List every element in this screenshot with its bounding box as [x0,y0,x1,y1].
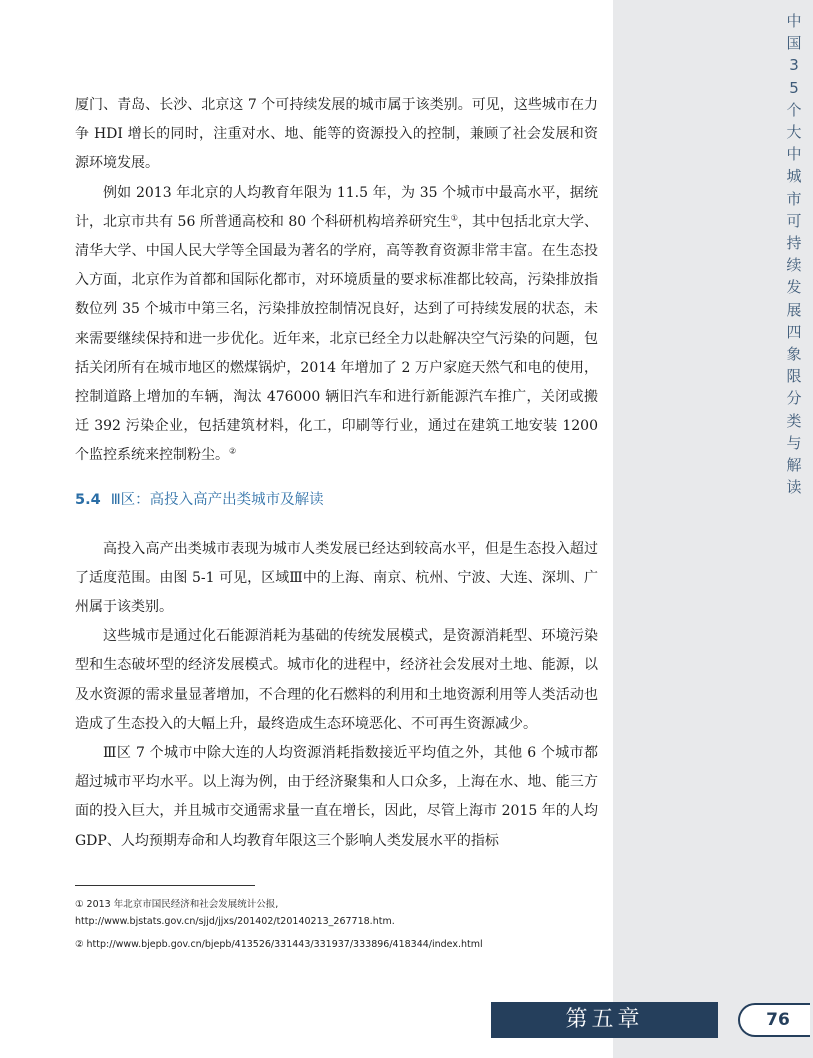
title-char: 5 [789,78,799,97]
title-char: 市 [786,189,802,208]
title-char: 国 [786,34,802,53]
section-number: 5.4 [75,491,101,508]
title-char: 限 [786,367,802,386]
footnote-divider [75,885,255,886]
main-text [75,91,598,856]
title-char: 大 [786,123,802,142]
chapter-label: 第五章 [491,1002,718,1038]
title-char: 四 [786,322,802,341]
paragraph: 例如 2013 年北京的人均教育年限为 11.5 年，为 35 个城市中最高水平，据统计，北京市共有 56 所普通高校和 80 个科研机构培养研究生①，其中包括北京大学、清华大学、中国人民大学等全国最为著名的学府，高等教育资源非常丰富。在生态投入方面，北京作为首都和国际化都市，对环境质量的要求标准都比较高，污染排放指数位列 35 个城市中第三名，污染排放控制情况良好，达到了可持续发展的状态，未来需要继续保持和进一步优化。近年来，北京已经全力以赴解决空气污染的问题，包括关闭所有在城市地区的燃煤锅炉，2014 年增加了 2 万户家庭天然气和电的使用，控制道路上增加的车辆，淘汰 476000 辆旧汽车和进行新能源汽车推广，关闭或搬迁 392 污染企业，包括建筑材料，化工，印刷等行业，通过在建筑工地安装 1200 个监控系统来控制粉尘。② [75,184,599,464]
title-char: 个 [786,100,802,119]
title-char: 持 [786,234,802,253]
title-char: 分 [786,389,802,408]
footnote-1: ① 2013 年北京市国民经济和社会发展统计公报, http://www.bjstats.gov.cn/sjjd/jjxs/201402/t20140213_267718.htm. [75,896,605,930]
title-char: 城 [786,167,802,186]
footnotes [75,896,605,959]
title-char: 类 [786,411,802,430]
title-char: 解 [786,456,802,475]
title-char: 展 [786,300,802,319]
title-char: 发 [786,278,802,297]
title-char: 与 [786,433,802,452]
title-char: 可 [786,211,802,230]
page-number: 76 [738,1003,810,1037]
footnote-link[interactable]: http://www.bjstats.gov.cn/sjjd/jjxs/201402/t20140213_267718.htm. [75,916,395,927]
title-char: 中 [786,12,802,30]
paragraph: Ⅲ区 7 个城市中除大连的人均资源消耗指数接近平均值之外，其他 6 个城市都超过城市平均水平。以上海为例，由于经济聚集和人口众多，上海在水、地、能三方面的投入巨大，并且城市交通需求量一直在增长，因此，尽管上海市 2015 年的人均 GDP、人均预期寿命和人均教育年限这三个影响人类发展水平的指标 [75,745,598,849]
title-char: 续 [786,256,802,275]
section-heading [75,483,598,517]
paragraph: 高投入高产出类城市表现为城市人类发展已经达到较高水平，但是生态投入超过了适度范围。由图 5-1 可见，区域Ⅲ中的上海、南京、杭州、宁波、大连、深圳、广州属于该类别。 [75,540,598,616]
title-char: 中 [786,145,802,164]
book-title-vertical [783,10,805,498]
footnote-ref-2[interactable]: ② [229,446,237,456]
title-char: 3 [789,56,799,75]
title-char: 象 [786,345,802,364]
footnote-2[interactable]: ② http://www.bjepb.gov.cn/bjepb/413526/331443/331937/333896/418344/index.html [75,939,483,950]
footnote-ref-1[interactable]: ① [450,213,458,223]
title-char: 读 [786,478,802,497]
paragraph: 厦门、青岛、长沙、北京这 7 个可持续发展的城市属于该类别。可见，这些城市在力争 HDI 增长的同时，注重对水、地、能等的资源投入的控制，兼顾了社会发展和资源环境发展。 [75,97,598,172]
paragraph: 这些城市是通过化石能源消耗为基础的传统发展模式，是资源消耗型、环境污染型和生态破坏型的经济发展模式。城市化的进程中，经济社会发展对土地、能源，以及水资源的需求量显著增加，不合理的化石燃料的利用和土地资源利用等人类活动也造成了生态投入的大幅上升，最终造成生态环境恶化、不可再生资源减少。 [75,628,598,732]
section-title: Ⅲ区：高投入高产出类城市及解读 [110,491,324,508]
